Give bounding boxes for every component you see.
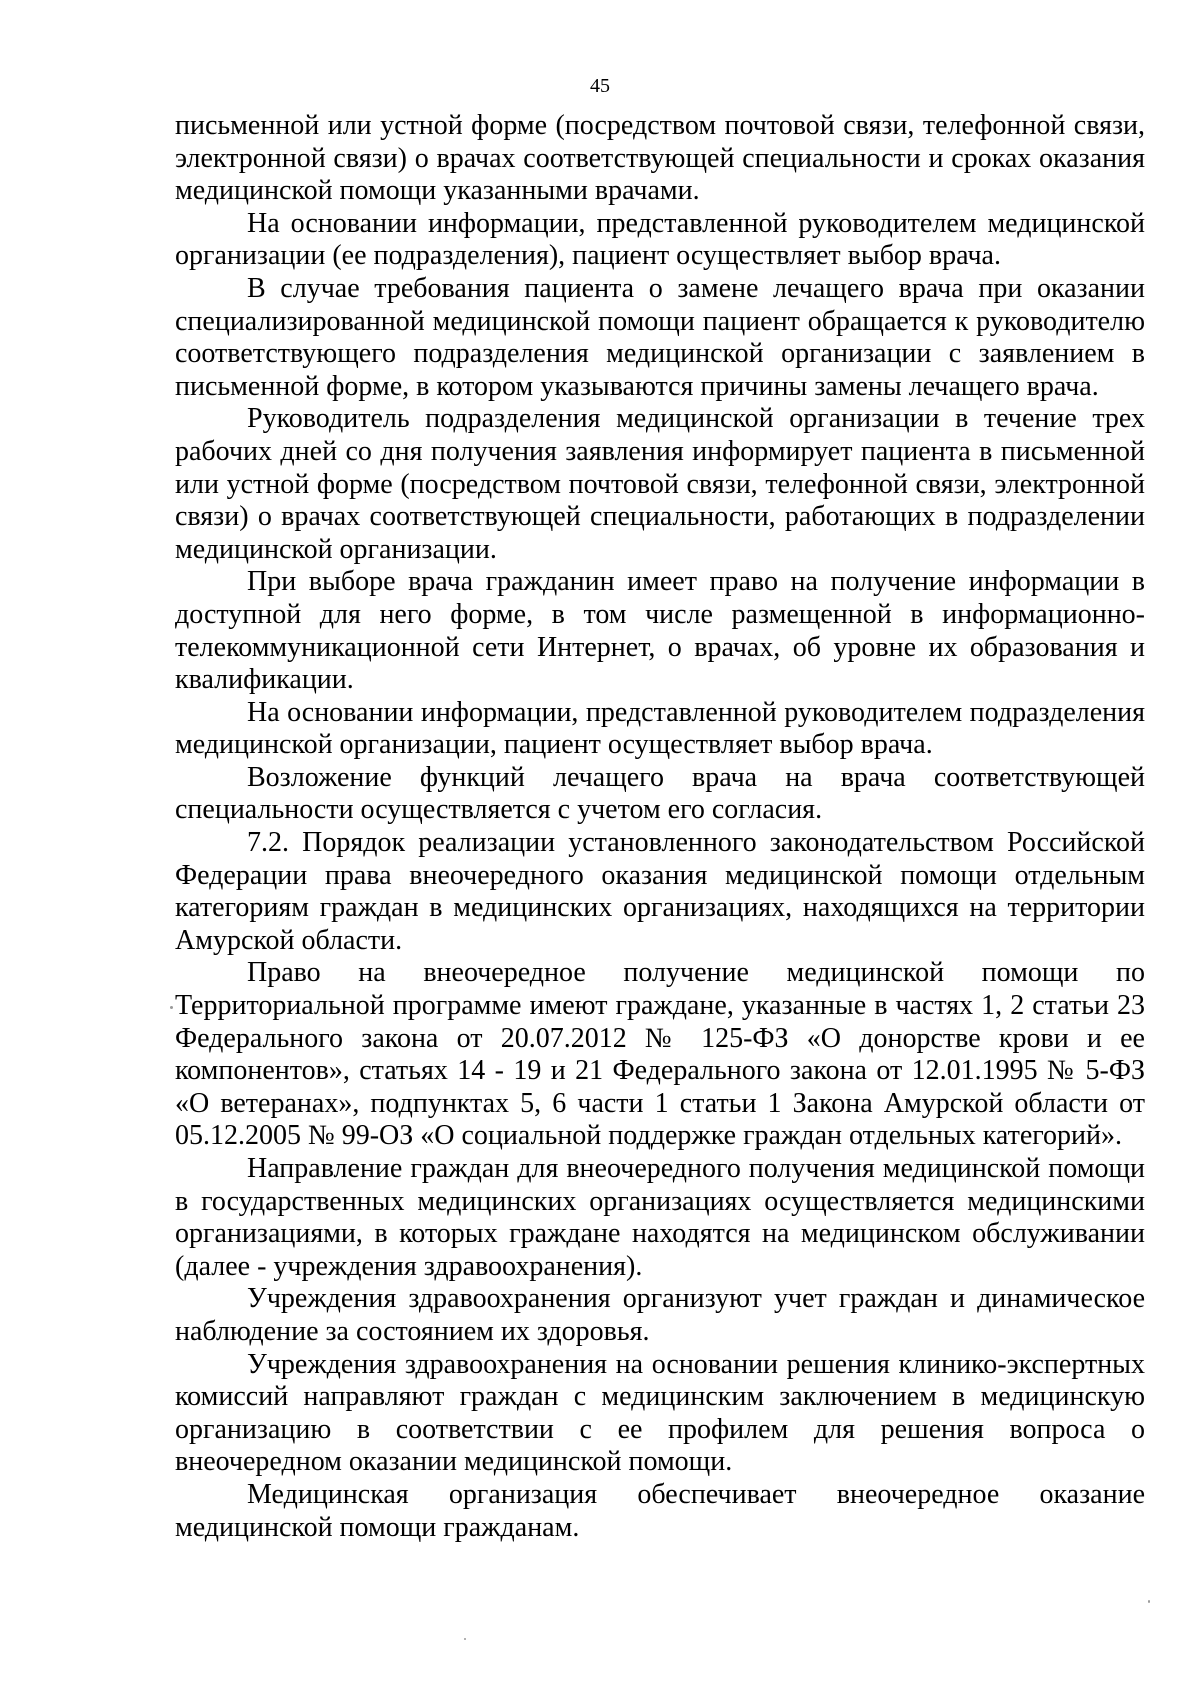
section-heading-paragraph: 7.2. Порядок реализации установленного законодательством Российской Федерации права внеочередного оказания медицинской помощи отдельным категориям граждан в медицинских организациях, находящихся на территории Амурской области. — [175, 827, 1145, 956]
paragraph: В случае требования пациента о замене лечащего врача при оказании специализированной медицинской помощи пациент обращается к руководителю соответствующего подразделения медицинской организации с заявлением в письменной форме, в котором указываются причины замены лечащего врача. — [175, 272, 1145, 402]
scan-speck — [1148, 1600, 1150, 1603]
paragraph: Учреждения здравоохранения на основании решения клинико-экспертных комиссий направляют граждан с медицинским заключением в медицинскую организацию в соответствии с ее профилем для решения вопроса о внеочередном оказании медицинской помощи. — [175, 1348, 1145, 1478]
paragraph: Возложение функций лечащего врача на врача соответствующей специальности осуществляется с учетом его согласия. — [175, 761, 1145, 826]
page-number: 45 — [590, 75, 610, 97]
paragraph: Руководитель подразделения медицинской организации в течение трех рабочих дней со дня получения заявления информирует пациента в письменной или устной форме (посредством почтовой связи, телефонной связи, электронной связи) о врачах соответствующей специальности, работающих в подразделении медицинской организации. — [175, 403, 1145, 565]
paragraph: Направление граждан для внеочередного получения медицинской помощи в государственных медицинских организациях осуществляется медицинскими организациями, в которых граждане находятся на медицинском обслуживании (далее - учреждения здравоохранения). — [175, 1153, 1145, 1282]
paragraph: При выборе врача гражданин имеет право на получение информации в доступной для него форме, в том числе размещенной в информационно-телекоммуникационной сети Интернет, о врачах, об уровне их образования и квалификации. — [175, 566, 1145, 696]
paragraph: Медицинская организация обеспечивает внеочередное оказание медицинской помощи гражданам. — [175, 1478, 1145, 1543]
paragraph: Учреждения здравоохранения организуют учет граждан и динамическое наблюдение за состоянием их здоровья. — [175, 1283, 1145, 1347]
scan-speck — [170, 1006, 173, 1009]
paragraph-continuation: письменной или устной форме (посредством почтовой связи, телефонной связи, электронной связи) о врачах соответствующей специальности и сроках оказания медицинской помощи указанными врачами. — [175, 110, 1145, 207]
paragraph: На основании информации, представленной руководителем медицинской организации (ее подразделения), пациент осуществляет выбор врача. — [175, 207, 1145, 272]
paragraph: Право на внеочередное получение медицинской помощи по Территориальной программе имеют граждане, указанные в частях 1, 2 статьи 23 Федерального закона от 20.07.2012 № 125-ФЗ «О донорстве крови и ее компонентов», статьях 14 - 19 и 21 Федерального закона от 12.01.1995 № 5-ФЗ «О ветеранах», подпунктах 5, 6 части 1 статьи 1 Закона Амурской области от 05.12.2005 № 99-ОЗ «О социальной поддержке граждан отдельных категорий». — [175, 957, 1145, 1152]
paragraph: На основании информации, представленной руководителем подразделения медицинской организации, пациент осуществляет выбор врача. — [175, 696, 1145, 761]
document-body — [175, 110, 1145, 1544]
scan-speck — [464, 1638, 466, 1640]
